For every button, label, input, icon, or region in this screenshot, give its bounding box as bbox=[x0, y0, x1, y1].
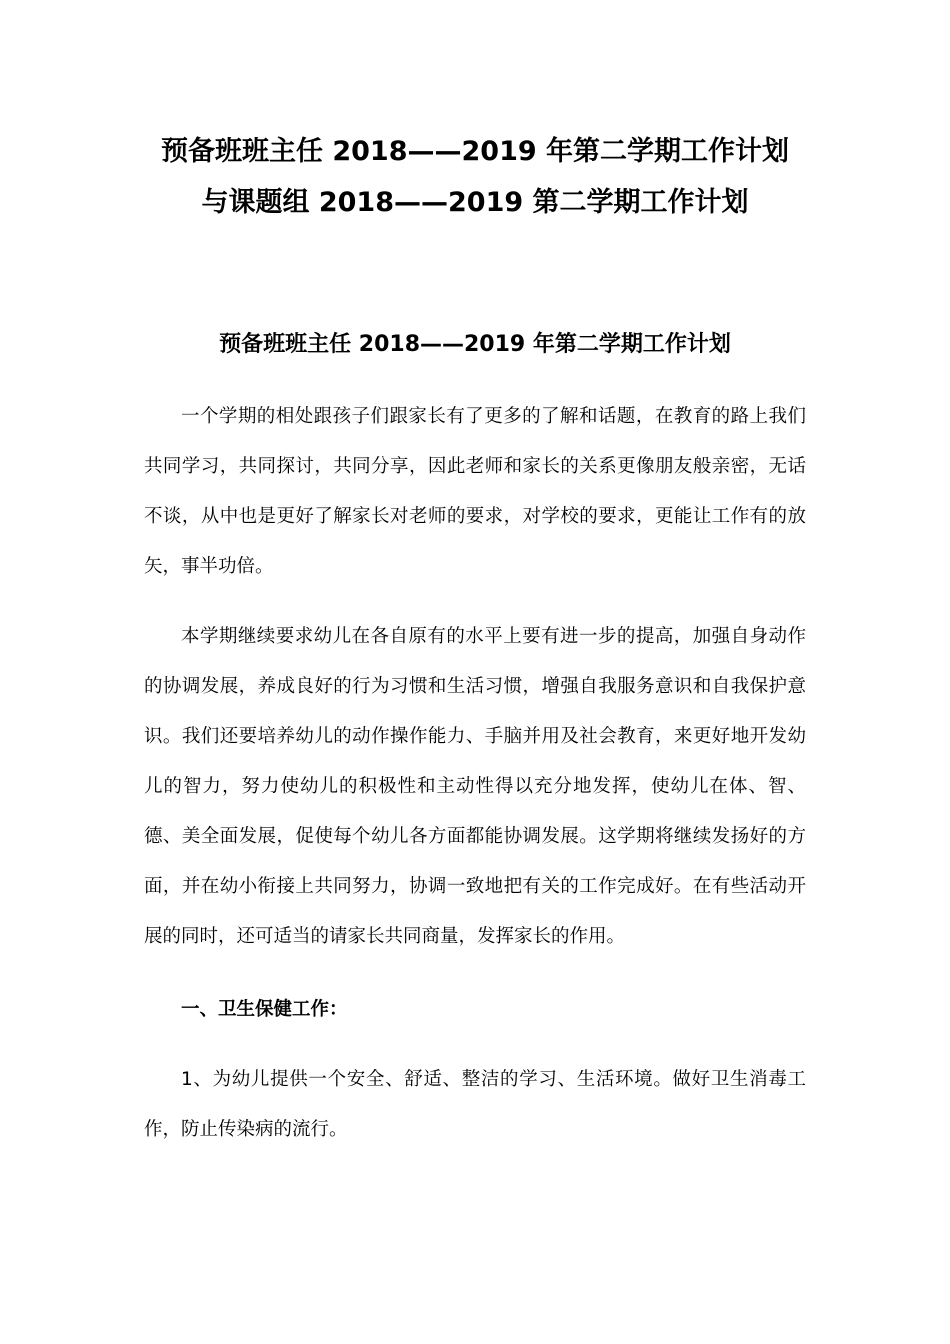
document-title-line-1: 预备班班主任 2018——2019 年第二学期工作计划 bbox=[160, 136, 790, 167]
list-item-health-1: 1、为幼儿提供一个安全、舒适、整洁的学习、生活环境。做好卫生消毒工作，防止传染病的流行。 bbox=[144, 1069, 806, 1140]
paragraph-goals: 本学期继续要求幼儿在各自原有的水平上要有进一步的提高，加强自身动作的协调发展，养成良好的行为习惯和生活习惯，增强自我服务意识和自我保护意识。我们还要培养幼儿的动作操作能力、手脑并用及社会教育，来更好地开发幼儿的智力，努力使幼儿的积极性和主动性得以充分地发挥，使幼儿在体、智、德、美全面发展，促使每个幼儿各方面都能协调发展。这学期将继续发扬好的方面，并在幼小衔接上共同努力，协调一致地把有关的工作完成好。在有些活动开展的同时，还可适当的请家长共同商量，发挥家长的作用。 bbox=[144, 626, 806, 947]
paragraph-intro: 一个学期的相处跟孩子们跟家长有了更多的了解和话题，在教育的路上我们共同学习，共同探讨，共同分享，因此老师和家长的关系更像朋友般亲密，无话不谈，从中也是更好了解家长对老师的要求，对学校的要求，更能让工作有的放矢，事半功倍。 bbox=[144, 406, 806, 577]
heading-health-work: 一、卫生保健工作： bbox=[181, 999, 348, 1020]
document-title-line-2: 与课题组 2018——2019 第二学期工作计划 bbox=[201, 187, 749, 218]
section-title: 预备班班主任 2018——2019 年第二学期工作计划 bbox=[219, 332, 731, 357]
